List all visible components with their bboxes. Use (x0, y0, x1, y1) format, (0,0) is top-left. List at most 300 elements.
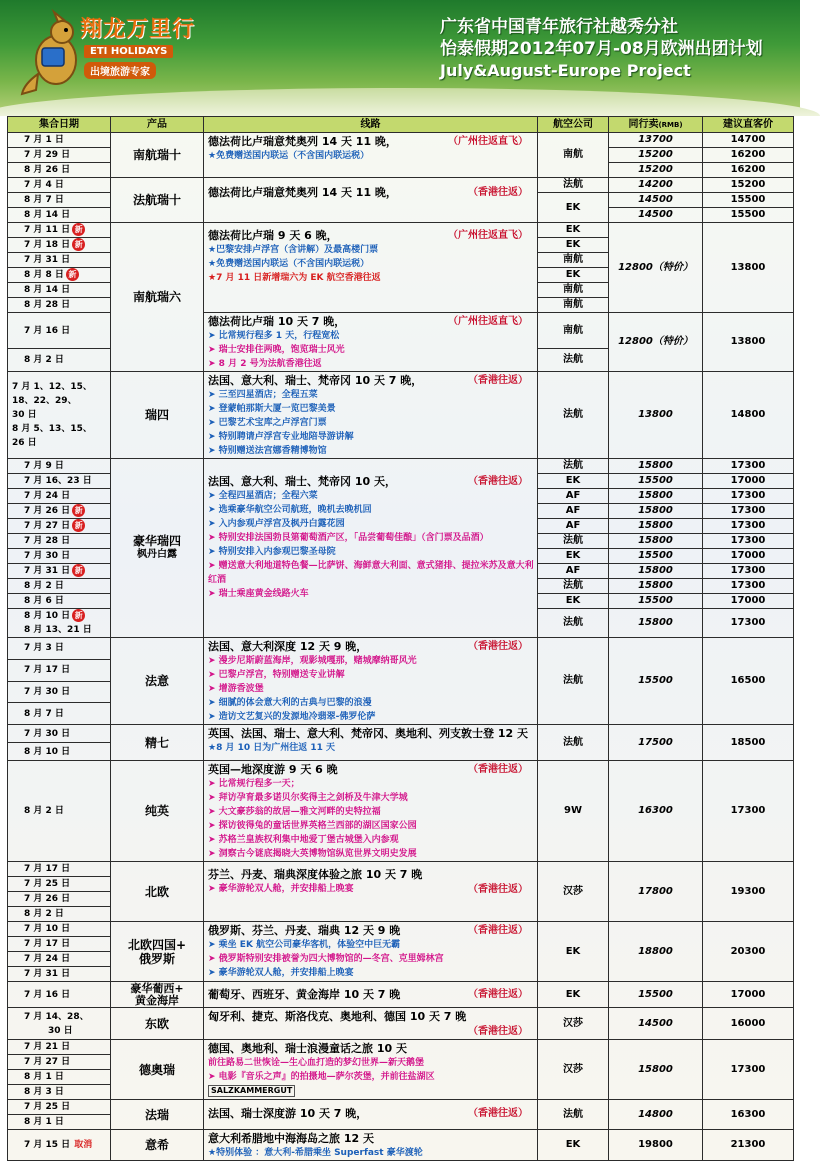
date-cell: 7 月 24 日 (8, 489, 111, 504)
trade-price-cell: 14200 (609, 178, 703, 193)
airline-cell: 法航 (538, 534, 609, 549)
route-feature: ➤ 特别安排入内参观巴黎圣母院 (208, 547, 336, 557)
product-cell: 南航瑞六 (111, 223, 204, 372)
route-feature: ➤ 三至四星酒店；全程五菜 (208, 390, 318, 400)
route-feature: ★免费赠送国内联运（不含国内联运税） (208, 259, 370, 269)
date-cell (8, 238, 111, 253)
col-airline-header: 航空公司 (538, 117, 609, 133)
trade-price-cell: 15800 (609, 1040, 703, 1100)
date-cell: 8 月 3 日 (8, 1085, 111, 1100)
trade-price-cell: 12800（特价） (609, 223, 703, 313)
airline-cell: EK (538, 193, 609, 223)
title-english: July&August-Europe Project (440, 61, 691, 80)
table-row (8, 372, 794, 459)
date-text: 8 月 13、21 日 (24, 625, 92, 635)
route-cell (204, 459, 538, 638)
date-text: 7 月 31 日 (24, 566, 71, 576)
table-row (8, 1130, 794, 1161)
col-retail-price-header: 建议直客价 (703, 117, 794, 133)
date-cell: 7 月 30 日 (8, 549, 111, 564)
route-name: 俄罗斯、芬兰、丹麦、瑞典 12 天 9 晚 (208, 924, 401, 937)
date-text: 7 月 14、28、 (24, 1011, 89, 1022)
route-title (208, 228, 534, 243)
date-cell: 7 月 3 日 (8, 638, 111, 660)
route-cell (204, 1100, 538, 1130)
product-cell: 法瑞 (111, 1100, 204, 1130)
col-route-header: 线路 (204, 117, 538, 133)
airline-cell: 法航 (538, 349, 609, 372)
airline-cell: 9W (538, 761, 609, 862)
date-cell: 7 月 31 日 (8, 967, 111, 982)
route-cell (204, 313, 538, 372)
date-text: 7 月 1、12、15、 (12, 382, 92, 392)
date-cell (8, 1130, 111, 1161)
route-cell (204, 862, 538, 922)
route-feature: ★7 月 11 日新增瑞六为 EK 航空香港往返 (208, 273, 381, 283)
date-text: 7 月 26 日 (24, 506, 71, 516)
date-cell: 8 月 14 日 (8, 208, 111, 223)
date-cell: 7 月 17 日 (8, 937, 111, 952)
trade-price-cell: 14500 (609, 193, 703, 208)
airline-cell: 南航 (538, 298, 609, 313)
product-cell: 法航瑞十 (111, 178, 204, 223)
date-cell: 7 月 9 日 (8, 459, 111, 474)
new-badge: 新 (72, 564, 85, 577)
route-origin: （广州往返直飞） (448, 316, 528, 327)
title-agency: 广东省中国青年旅行社越秀分社 (440, 17, 678, 37)
retail-price-cell: 16200 (703, 148, 794, 163)
retail-price-cell: 17000 (703, 594, 794, 609)
trade-price-cell: 15800 (609, 459, 703, 474)
airline-cell: 法航 (538, 609, 609, 638)
airline-cell: 法航 (538, 1100, 609, 1130)
route-origin: （广州往返直飞） (448, 136, 528, 147)
date-cell (8, 268, 111, 283)
date-cell (8, 1008, 111, 1040)
table-row (8, 982, 794, 1008)
route-title (208, 762, 534, 777)
route-title (208, 373, 534, 388)
date-cell: 7 月 29 日 (8, 148, 111, 163)
date-cell (8, 504, 111, 519)
retail-price-cell: 16200 (703, 163, 794, 178)
route-feature (208, 1084, 534, 1098)
airline-cell: 汉莎 (538, 1040, 609, 1100)
route-feature: ➤ 拜访孕育最多诺贝尔奖得主之剑桥及牛津大学城 (208, 793, 408, 803)
date-cell: 7 月 16 日 (8, 313, 111, 349)
date-text: 7 月 18 日 (24, 240, 71, 250)
trade-price-cell: 15200 (609, 163, 703, 178)
product-cell: 法意 (111, 638, 204, 725)
retail-price-cell: 13800 (703, 223, 794, 313)
new-badge: 新 (72, 519, 85, 532)
route-origin: （香港往返） (468, 884, 528, 895)
trade-price-cell: 15800 (609, 534, 703, 549)
salzkammergut-tag: SALZKAMMERGUT (208, 1085, 295, 1097)
route-name: 法国、意大利深度 12 天 9 晚， (208, 640, 368, 653)
route-title (208, 314, 534, 329)
product-cell: 东欧 (111, 1008, 204, 1040)
date-cell: 7 月 16、23 日 (8, 474, 111, 489)
retail-price-cell: 18500 (703, 725, 794, 761)
route-cell (204, 133, 538, 178)
route-name: 法国、瑞士深度游 10 天 7 晚， (208, 1107, 368, 1120)
airline-cell: AF (538, 504, 609, 519)
retail-price-cell: 17300 (703, 761, 794, 862)
route-feature: ➤ 比常规行程多一天； (208, 779, 300, 789)
route-name: 芬兰、丹麦、瑞典深度体验之旅 10 天 7 晚 (208, 868, 423, 881)
trade-price-cell: 15800 (609, 564, 703, 579)
route-feature: ★特别体验 ：意大利-希腊乘坐 Superfast 豪华渡轮 (208, 1148, 423, 1158)
product-subname: 枫丹白露 (137, 549, 177, 560)
col-trade-price-header (609, 117, 703, 133)
route-feature: ➤ 瑞士乘座黄金线路火车 (208, 589, 309, 599)
page-title (440, 16, 763, 82)
route-title (208, 639, 534, 654)
airline-cell: 南航 (538, 253, 609, 268)
trade-price-cell: 14500 (609, 208, 703, 223)
route-name: 英国—地深度游 9 天 6 晚 (208, 763, 338, 776)
airline-cell: 南航 (538, 133, 609, 178)
route-cell (204, 178, 538, 223)
product-cell: 南航瑞十 (111, 133, 204, 178)
logo-english: ETI HOLIDAYS (84, 45, 173, 58)
route-title (208, 1106, 534, 1121)
date-text: 8 月 10 日 (24, 611, 71, 621)
airline-cell: 南航 (538, 313, 609, 349)
page-header (0, 0, 800, 116)
route-cell (204, 1008, 538, 1040)
trade-price-cell: 15500 (609, 474, 703, 489)
route-title (208, 987, 534, 1002)
route-origin: （香港往返） (468, 641, 528, 652)
route-feature: ➤ 漫步尼斯蔚蓝海岸，观影城嘎那，赌城摩纳哥风光 (208, 656, 417, 666)
new-badge: 新 (72, 238, 85, 251)
route-origin: （香港往返） (468, 764, 528, 775)
route-cell (204, 761, 538, 862)
trade-price-cell: 15500 (609, 549, 703, 564)
airline-cell: EK (538, 474, 609, 489)
route-name: 葡萄牙、西班牙、黄金海岸 10 天 7 晚 (208, 988, 401, 1001)
route-name: 德法荷比卢瑞意梵奥列 14 天 11 晚， (208, 186, 397, 199)
route-cell (204, 1040, 538, 1100)
route-feature: ➤ 豪华游轮双人舱，并安排船上晚宴 (208, 968, 354, 978)
airline-cell: 南航 (538, 283, 609, 298)
airline-cell: 法航 (538, 725, 609, 761)
retail-price-cell: 17000 (703, 474, 794, 489)
trade-price-cell: 19800 (609, 1130, 703, 1161)
route-feature: ➤ 细腻的体会意大利的古典与巴黎的浪漫 (208, 698, 372, 708)
route-feature: ➤ 登蒙帕那斯大厦一览巴黎美景 (208, 404, 336, 414)
route-name: 德法荷比卢瑞 9 天 6 晚， (208, 229, 338, 242)
date-cell: 7 月 17 日 (8, 862, 111, 877)
product-cell: 瑞四 (111, 372, 204, 459)
date-cell: 8 月 7 日 (8, 703, 111, 725)
retail-price-cell: 14700 (703, 133, 794, 148)
retail-price-cell: 20300 (703, 922, 794, 982)
route-feature: ➤ 巴黎艺术宝库之卢浮宫门票 (208, 418, 327, 428)
route-title: 意大利希腊地中海海岛之旅 12 天 (208, 1132, 374, 1145)
airline-cell: EK (538, 549, 609, 564)
route-feature: ➤ 瑞士安排住两晚，饱览瑞士风光 (208, 345, 345, 355)
product-subname: 俄罗斯 (138, 951, 175, 966)
route-title (208, 185, 534, 200)
table-row (8, 1008, 794, 1040)
route-feature: ★巴黎安排卢浮宫（含讲解）及最高楼门票 (208, 245, 379, 255)
route-feature: ➤ 大文豪莎翁的故居—雅文河畔的史特拉福 (208, 807, 381, 817)
airline-cell: 汉莎 (538, 1008, 609, 1040)
date-text: 7 月 27 日 (24, 521, 71, 531)
retail-price-cell: 17000 (703, 982, 794, 1008)
date-text: 30 日 (12, 410, 37, 420)
retail-price-cell: 17300 (703, 519, 794, 534)
route-origin: （香港往返） (468, 1108, 528, 1119)
date-text: 8 月 5、13、15、 (12, 424, 92, 434)
airline-cell: EK (538, 223, 609, 238)
product-cell: 纯英 (111, 761, 204, 862)
tour-schedule-table (7, 116, 794, 1161)
title-plan: 怡泰假期2012年07月-08月欧洲出团计划 (440, 39, 763, 59)
airline-cell: AF (538, 564, 609, 579)
route-cell (204, 1130, 538, 1161)
table-row (8, 862, 794, 877)
date-cell: 8 月 28 日 (8, 298, 111, 313)
table-row (8, 638, 794, 660)
retail-price-cell: 17300 (703, 579, 794, 594)
route-feature: ➤ 特别安排法国勃艮第葡萄酒产区，「品尝葡萄佳酿」（含门票及品酒） (208, 533, 489, 543)
trade-price-cell: 13800 (609, 372, 703, 459)
product-name: 豪华葡西+ (130, 981, 184, 995)
date-cell: 7 月 1 日 (8, 133, 111, 148)
date-cell: 7 月 21 日 (8, 1040, 111, 1055)
retail-price-cell: 17300 (703, 489, 794, 504)
date-cell (8, 372, 111, 459)
route-feature: ➤ 探访彼得兔的童话世界英格兰西部的湖区国家公园 (208, 821, 417, 831)
trade-price-cell: 14500 (609, 1008, 703, 1040)
date-cell: 7 月 17 日 (8, 659, 111, 681)
col-date-header: 集合日期 (8, 117, 111, 133)
route-title (208, 134, 534, 149)
route-feature: ★免费赠送国内联运（不含国内联运税） (208, 151, 370, 161)
retail-price-cell: 15500 (703, 208, 794, 223)
date-cell: 7 月 30 日 (8, 725, 111, 743)
route-title (208, 867, 534, 882)
route-cell (204, 223, 538, 313)
date-text: 7 月 15 日 (24, 1140, 71, 1150)
date-cell: 7 月 27 日 (8, 1055, 111, 1070)
trade-price-cell: 15800 (609, 504, 703, 519)
route-feature: ➤ 俄罗斯特别安排被誉为四大博物馆的—冬宫、克里姆林宫 (208, 954, 444, 964)
airline-cell: EK (538, 268, 609, 283)
route-cell (204, 982, 538, 1008)
route-feature: ➤ 电影『音乐之声』的拍摄地—萨尔茨堡，并前往盐湖区 (208, 1072, 435, 1082)
table-row (8, 761, 794, 862)
date-cell (8, 519, 111, 534)
product-cell: 德奥瑞 (111, 1040, 204, 1100)
retail-price-cell: 17300 (703, 504, 794, 519)
trade-price-label: 同行卖 (628, 118, 659, 130)
route-feature: ➤ 全程四星酒店；全程六菜 (208, 491, 318, 501)
date-cell: 8 月 2 日 (8, 761, 111, 862)
route-cell (204, 922, 538, 982)
airline-cell: AF (538, 519, 609, 534)
retail-price-cell: 17300 (703, 459, 794, 474)
trade-price-cell: 16300 (609, 761, 703, 862)
route-cell (204, 725, 538, 761)
product-name: 豪华瑞四 (132, 534, 181, 548)
route-feature: ➤ 入内参观卢浮宫及枫丹白露花园 (208, 519, 345, 529)
route-name: 法国、意大利、瑞士、梵帝冈 10 天， (208, 475, 396, 488)
date-cell (8, 223, 111, 238)
product-subname: 黄金海岸 (135, 993, 179, 1007)
airline-cell: EK (538, 922, 609, 982)
table-header-row (8, 117, 794, 133)
product-cell (111, 459, 204, 638)
route-cell (204, 372, 538, 459)
date-cell: 8 月 1 日 (8, 1070, 111, 1085)
route-name: 德法荷比卢瑞意梵奥列 14 天 11 晚， (208, 135, 397, 148)
trade-price-cell: 15500 (609, 982, 703, 1008)
route-feature: ➤ 增游香波堡 (208, 684, 264, 694)
date-cell: 7 月 30 日 (8, 681, 111, 703)
date-text: 18、22、29、 (12, 396, 77, 406)
route-feature: ➤ 8 月 2 号为法航香港往返 (208, 359, 322, 369)
date-cell: 7 月 4 日 (8, 178, 111, 193)
date-cell (8, 609, 111, 638)
retail-price-cell: 17300 (703, 1040, 794, 1100)
date-cell: 8 月 14 日 (8, 283, 111, 298)
trade-price-cell: 17500 (609, 725, 703, 761)
date-cell: 7 月 28 日 (8, 534, 111, 549)
date-cell (8, 564, 111, 579)
date-cell: 7 月 25 日 (8, 877, 111, 892)
route-origin: （香港往返） (468, 925, 528, 936)
retail-price-cell: 15500 (703, 193, 794, 208)
route-origin: （香港往返） (468, 476, 528, 487)
airline-cell: EK (538, 982, 609, 1008)
new-badge: 新 (72, 504, 85, 517)
airline-cell: 法航 (538, 579, 609, 594)
logo-chinese: 翔龙万里行 (80, 16, 196, 42)
date-cell: 7 月 31 日 (8, 253, 111, 268)
retail-price-cell: 16300 (703, 1100, 794, 1130)
product-name: 北欧四国+ (127, 937, 187, 952)
date-text: 26 日 (12, 438, 37, 448)
route-name: 德法荷比卢瑞 10 天 7 晚， (208, 315, 346, 328)
col-product-header: 产品 (111, 117, 204, 133)
table-row (8, 133, 794, 148)
product-cell: 北欧 (111, 862, 204, 922)
route-origin: （香港往返） (468, 187, 528, 198)
airline-cell: AF (538, 489, 609, 504)
table-row (8, 725, 794, 743)
route-origin: （广州往返直飞） (448, 230, 528, 241)
retail-price-cell: 15200 (703, 178, 794, 193)
new-badge: 新 (72, 609, 85, 622)
table-row (8, 178, 794, 193)
route-feature: ➤ 豪华游轮双人舱，并安排船上晚宴 (208, 884, 354, 894)
airline-cell: 法航 (538, 459, 609, 474)
route-feature: 前往路易二世恢诠—生心血打造的梦幻世界—新天鹅堡 (208, 1058, 425, 1068)
route-feature: ➤ 巴黎卢浮宫，特别赠送专业讲解 (208, 670, 345, 680)
table-row (8, 223, 794, 238)
route-feature: ➤ 赠送意大利地道特色餐—比萨饼、海鲜意大利面、意式猪排、提拉米苏及意大利红酒 (208, 561, 534, 585)
trade-price-cell: 18800 (609, 922, 703, 982)
route-origin: （香港往返） (468, 1026, 528, 1037)
trade-price-cell: 13700 (609, 133, 703, 148)
route-origin: （香港往返） (468, 375, 528, 386)
route-origin: （香港往返） (468, 989, 528, 1000)
trade-price-cell: 15800 (609, 609, 703, 638)
date-cell: 7 月 10 日 (8, 922, 111, 937)
route-title: 德国、奥地利、瑞士浪漫童话之旅 10 天 (208, 1042, 407, 1055)
retail-price-cell: 17300 (703, 534, 794, 549)
airline-cell: 汉莎 (538, 862, 609, 922)
route-feature: ➤ 造访文艺复兴的发源地冷翡翠-佛罗伦萨 (208, 712, 376, 722)
route-feature: ➤ 洞察古今谜底揭晓大英博物馆纵览世界文明史发展 (208, 849, 417, 859)
route-title: 英国、法国、瑞士、意大利、梵帝冈、奥地利、列支敦士登 12 天 (208, 727, 528, 740)
retail-price-cell: 19300 (703, 862, 794, 922)
logo-slogan: 出境旅游专家 (84, 62, 156, 79)
date-cell: 8 月 2 日 (8, 579, 111, 594)
date-cell: 8 月 2 日 (8, 907, 111, 922)
table-row (8, 922, 794, 937)
route-title (208, 923, 534, 938)
date-cell: 7 月 16 日 (8, 982, 111, 1008)
airline-cell: EK (538, 1130, 609, 1161)
currency-unit: (RMB) (658, 120, 683, 129)
route-feature: ➤ 乘坐 EK 航空公司豪华客机，体验空中巨无霸 (208, 940, 401, 950)
date-cell: 7 月 24 日 (8, 952, 111, 967)
route-cell (204, 638, 538, 725)
product-cell: 意希 (111, 1130, 204, 1161)
cancelled-label: 取消 (74, 1140, 93, 1150)
retail-price-cell: 17300 (703, 609, 794, 638)
date-text: 7 月 11 日 (24, 225, 71, 235)
date-cell: 8 月 6 日 (8, 594, 111, 609)
route-feature: ➤ 特别聘请卢浮宫专业地陪导游讲解 (208, 432, 354, 442)
trade-price-cell: 12800（特价） (609, 313, 703, 372)
date-text: 30 日 (48, 1025, 73, 1036)
retail-price-cell: 17300 (703, 564, 794, 579)
date-cell: 8 月 10 日 (8, 743, 111, 761)
airline-cell: EK (538, 238, 609, 253)
date-cell: 7 月 26 日 (8, 892, 111, 907)
table-row (8, 459, 794, 474)
trade-price-cell: 15800 (609, 519, 703, 534)
date-text: 8 月 8 日 (24, 270, 64, 280)
trade-price-cell: 17800 (609, 862, 703, 922)
retail-price-cell: 17000 (703, 549, 794, 564)
product-cell (111, 922, 204, 982)
trade-price-cell: 15800 (609, 489, 703, 504)
trade-price-cell: 14800 (609, 1100, 703, 1130)
new-badge: 新 (72, 223, 85, 236)
trade-price-cell: 15500 (609, 594, 703, 609)
retail-price-cell: 21300 (703, 1130, 794, 1161)
date-cell: 8 月 2 日 (8, 349, 111, 372)
new-badge: 新 (66, 268, 79, 281)
date-cell: 8 月 7 日 (8, 193, 111, 208)
airline-cell: EK (538, 594, 609, 609)
route-name: 匈牙利、捷克、斯洛伐克、奥地利、德国 10 天 7 晚 (208, 1010, 467, 1023)
route-title (208, 1009, 534, 1024)
retail-price-cell: 16500 (703, 638, 794, 725)
trade-price-cell: 15200 (609, 148, 703, 163)
retail-price-cell: 13800 (703, 313, 794, 372)
trade-price-cell: 15500 (609, 638, 703, 725)
date-cell: 7 月 25 日 (8, 1100, 111, 1115)
